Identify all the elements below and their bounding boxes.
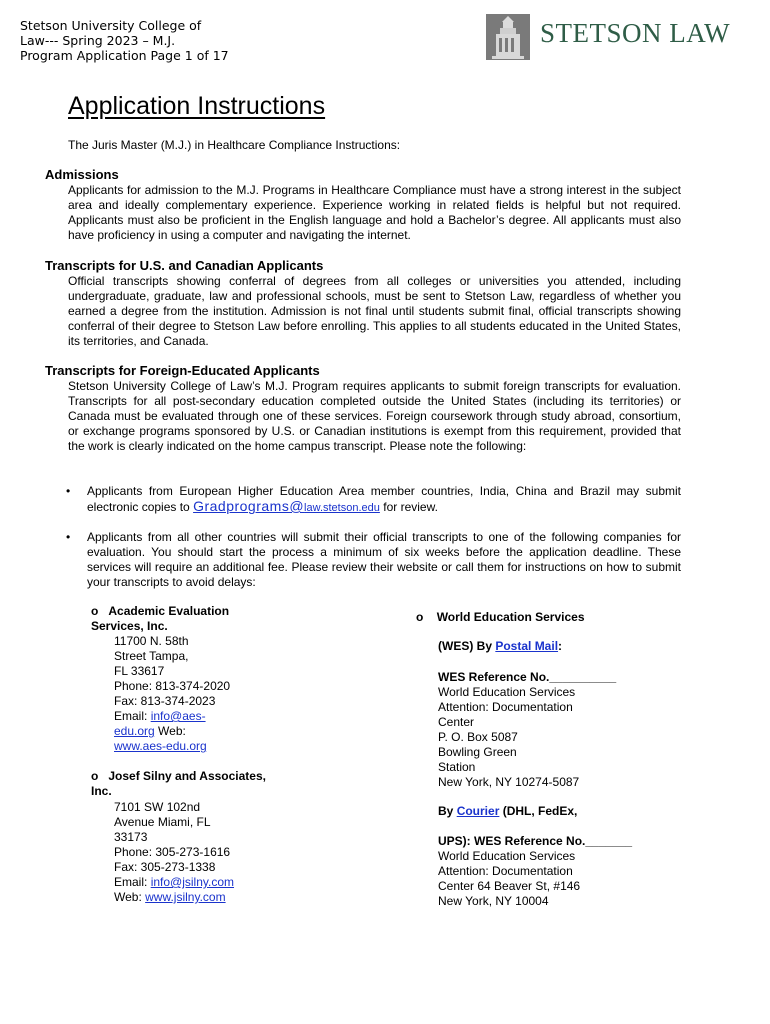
building-icon [486, 14, 530, 60]
wes-postal-address-line: P. O. Box 5087 [438, 730, 518, 744]
wes-company-block [416, 610, 676, 909]
silny-address-line: 7101 SW 102nd [114, 800, 201, 814]
page-subtitle: The Juris Master (M.J.) in Healthcare Compliance Instructions: [68, 138, 401, 152]
wes-courier-address-line: New York, NY 10004 [438, 894, 549, 908]
page-title: Application Instructions [68, 92, 326, 120]
aes-name-cont: Services, Inc. [91, 619, 168, 633]
bullet-icon: • [66, 484, 71, 498]
wes-name: World Education Services [436, 610, 585, 624]
document-header-reference: Stetson University College of Law--- Spring 2023 – M.J. Program Application Page 1 of 17 [20, 18, 229, 63]
wes-reference-label: WES Reference No. [438, 670, 550, 684]
silny-email-label: Email: [114, 875, 148, 889]
admissions-heading: Admissions [45, 167, 119, 182]
wes-postal-address-line: World Education Services [438, 685, 576, 699]
aes-phone: Phone: 813-374-2020 [114, 679, 231, 693]
bullet-text-end: for review. [383, 500, 438, 514]
silny-address-line: 33173 [114, 830, 148, 844]
bullet-icon: • [66, 530, 71, 544]
list-marker-icon: o [416, 610, 424, 624]
aes-fax: Fax: 813-374-2023 [114, 694, 216, 708]
silny-fax: Fax: 305-273-1338 [114, 860, 216, 874]
wes-postal-address-line: Station [438, 760, 476, 774]
wes-courier-address-line: World Education Services [438, 849, 576, 863]
wes-postal-mail-link[interactable]: Postal Mail [495, 639, 559, 653]
aes-web-label: Web: [158, 724, 186, 738]
wes-postal-address-line: Attention: Documentation [438, 700, 573, 714]
bullet-text: Applicants from European Higher Education Area member countries, India, China and Brazil may submit electronic copies to [87, 484, 681, 514]
aes-company-block [91, 604, 261, 754]
silny-email-link[interactable]: info@jsilny.com [150, 875, 235, 889]
silny-address-line: Avenue Miami, FL [114, 815, 211, 829]
aes-email-link[interactable]: info@aes- [150, 709, 206, 723]
wes-courier-address-line: Attention: Documentation [438, 864, 573, 878]
aes-address-line: 11700 N. 58th [114, 634, 189, 648]
wes-courier-address-line: Center 64 Beaver St, #146 [438, 879, 581, 893]
wes-courier-prefix: By [438, 804, 454, 818]
silny-company-block [91, 769, 291, 905]
aes-name: Academic Evaluation [108, 604, 230, 618]
list-item [66, 530, 681, 590]
wes-courier-suffix: (DHL, FedEx, [502, 804, 578, 818]
wes-postal-address-line: Bowling Green [438, 745, 517, 759]
foreign-transcripts-heading: Transcripts for Foreign-Educated Applicants [45, 363, 320, 378]
wes-postal-prefix: (WES) By [438, 639, 492, 653]
wes-postal-address-line: Center [438, 715, 475, 729]
silny-phone: Phone: 305-273-1616 [114, 845, 231, 859]
silny-name: Josef Silny and Associates, [108, 769, 266, 783]
wes-courier-reference-label: UPS): WES Reference No. [438, 834, 586, 848]
stetson-law-logo [486, 14, 730, 60]
silny-web-link[interactable]: www.jsilny.com [145, 890, 226, 904]
wes-courier-link[interactable]: Courier [456, 804, 500, 818]
wes-postal-address-line: New York, NY 10274-5087 [438, 775, 580, 789]
us-transcripts-paragraph: Official transcripts showing conferral of degrees from all colleges or universities you attended, including undergraduate, graduate, law and professional schools, must be sent to Stetson Law, regardless of whether you earned a degree from the institution. Admission is not final until students submit final, official transcripts showing conferral of their degree to Stetson Law before enrolling. This applies to all students educated in the United States, its territories, and Canada. [68, 274, 681, 348]
list-marker-icon: o [91, 769, 99, 783]
aes-web-link[interactable]: www.aes-edu.org [114, 739, 207, 753]
aes-email-label: Email: [114, 709, 148, 723]
gradprograms-email-link[interactable]: Gradprograms@law.stetson.edu [193, 498, 380, 514]
us-transcripts-heading: Transcripts for U.S. and Canadian Applicants [45, 258, 324, 273]
silny-web-label: Web: [114, 890, 142, 904]
list-item [66, 484, 681, 516]
logo-wordmark: STETSON LAW [540, 18, 731, 48]
wes-courier-reference-blank: _______ [585, 834, 633, 848]
wes-postal-suffix: : [558, 639, 563, 653]
aes-address-line: Street Tampa, [114, 649, 189, 663]
aes-address-line: FL 33617 [114, 664, 165, 678]
wes-reference-blank: __________ [549, 670, 617, 684]
silny-name-cont: Inc. [91, 784, 112, 798]
aes-email-link-cont[interactable]: edu.org [114, 724, 155, 738]
admissions-paragraph: Applicants for admission to the M.J. Programs in Healthcare Compliance must have a strong interest in the subject area and ideally complementary experience. Experience working in related fields is helpful but not required. Applicants must also be proficient in the English language and hold a Bachelor’s degree. All applicants must also have proficiency in using a computer and navigating the internet. [68, 183, 681, 242]
foreign-transcripts-paragraph: Stetson University College of Law’s M.J. Program requires applicants to submit foreign transcripts for evaluation. Transcripts for all post-secondary education completed outside the United States (including its territories) or Canada must be evaluated through one of these services. Foreign coursework through study abroad, consortium, or exchange programs sponsored by U.S. or Canadian institutions is exempt from this requirement, provided that the work is clearly indicated on the home campus transcript. Please note the following: [68, 379, 681, 453]
bullet-text: Applicants from all other countries will submit their official transcripts to one of the following companies for evaluation. You should start the process a minimum of six weeks before the application deadline. These services will require an additional fee. Please review their website or call them for instructions on how to submit your transcripts to avoid delays: [87, 530, 681, 589]
list-marker-icon: o [91, 604, 99, 618]
